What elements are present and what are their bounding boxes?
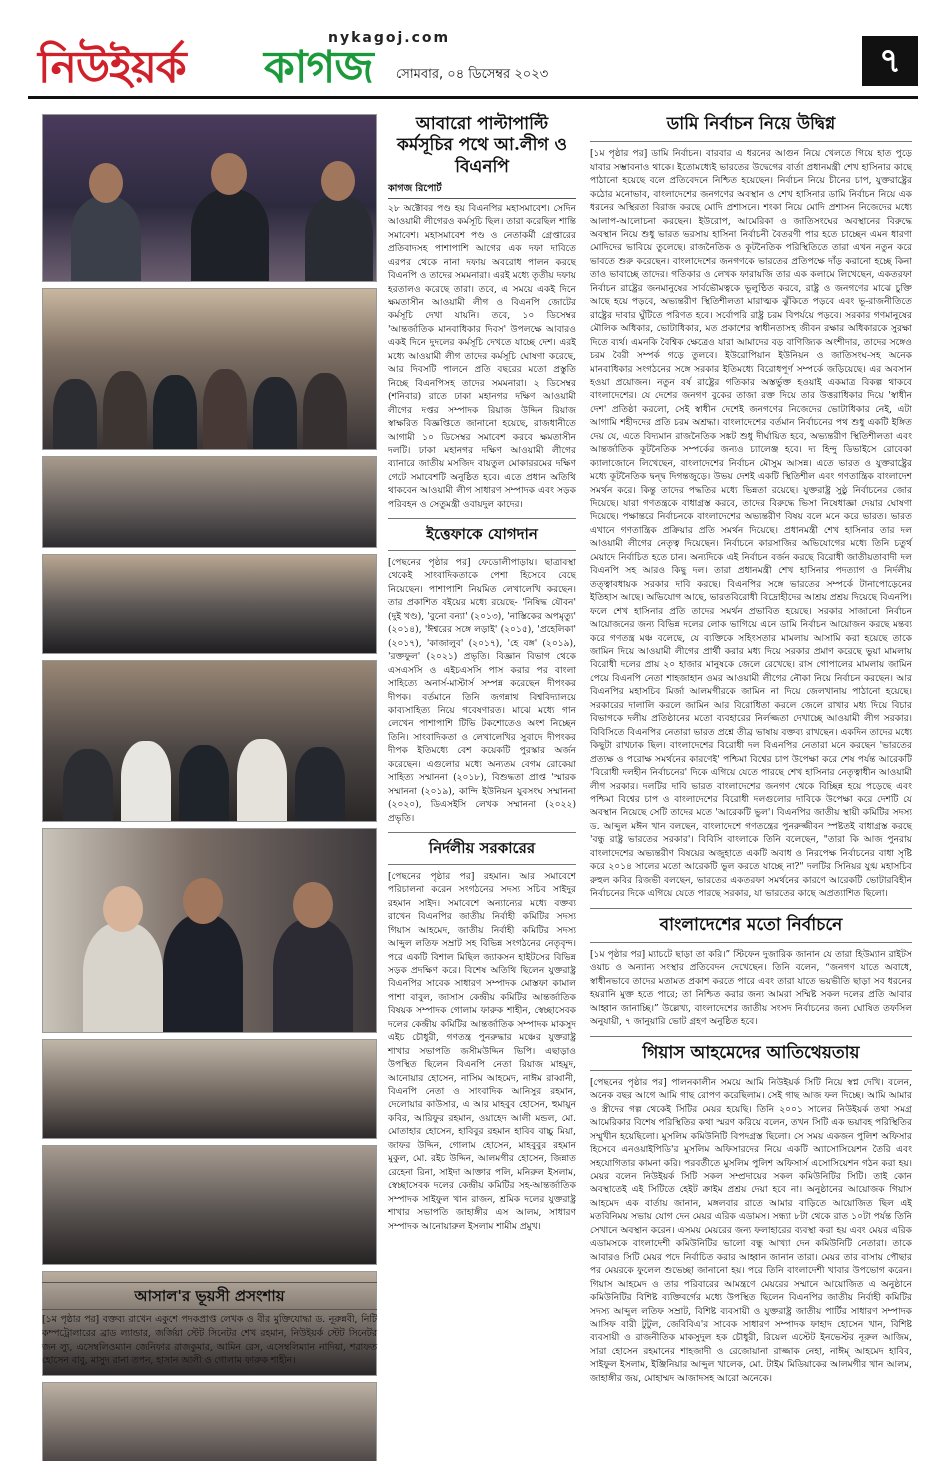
masthead [28, 28, 918, 93]
column-separator [590, 1036, 912, 1037]
group-photo-8 [42, 1382, 377, 1461]
headline-bangladesh-election: বাংলাদেশের মতো নির্বাচনে [659, 914, 843, 935]
article-body-bangladesh: [১ম পৃষ্ঠার পর] ম্যাচটে ছাড়া তা করি।” স্টিফেন দুজারিক জানান যে তারা হিউম্যান রাইটস ওয়াচ ও অন্যান্য সংস্থার প্রতিবেদন দেখেছেন। তিনি বলেন, “জনগণ যাতে অবাধে, স্বাধীনভাবে তাদের মতামত প্রকাশ করতে পারে এবং তারা যাতে ভয়ভীতি ছাড়া সব ধরনের হয়রানি মুক্ত হতে পারে; তা নিশ্চিত করার জন্য আমরা সম্মিষ্ট সকল দলের প্রতি আবার আহ্বান জানাচ্ছি।” উল্লেখ্য, বাংলাদেশের জাতীয় সংসদ নির্বাচনের জন্য ঘোষিত তফসিল অনুযায়ী, ৭ জানুয়ারি ভোট গ্রহণ অনুষ্ঠিত হবে। [590, 949, 912, 1028]
photo-figures [43, 722, 376, 821]
photo-figures [43, 178, 376, 281]
stage-speech-photo [42, 114, 377, 282]
logo-kagoj: কাগজ [264, 42, 373, 93]
column-separator [590, 908, 912, 909]
column-separator [388, 832, 576, 833]
mayor-handshake-photo [42, 828, 377, 1033]
article-body-nirdaliyo: [পেছনের পৃষ্ঠার পর] রহমান। আর সমাবেশে পরিচালনা করেন সংগঠনের সদস্য সচিব সাইদুর রহমান সাইদ। সমাবেশে অন্যান্যের মধ্যে বক্তব্য রাখেন বিএনপির জাতীয় নির্বাহী কমিটির সদস্য গিয়াস আহমেদ, জাতীয় নির্বাহী কমিটির সদস্য আব্দুল লতিফ সম্রাট সহ বিভিন্ন সংগঠনের নেতৃবৃন্দ। পরে একটি বিশাল মিছিল জ্যাকসন হাইটসের বিভিন্ন সড়ক প্রদক্ষিণ করে। বিশেষ অতিথি ছিলেন যুক্তরাষ্ট্র বিএনপির সাবেক সাধারণ সম্পাদক মোস্তফা কামাল পাশা বাবুল, জাসাস কেন্দ্রীয় কমিটির আন্তর্জাতিক বিষয়ক সম্পাদক গোলাম ফারুক শাহীন, স্বেচ্ছাসেবক দলের কেন্দ্রীয় কমিটির আন্তর্জাতিক সম্পাদক মাকসুদ এইচ চৌধুরী, গণতন্ত্র পুনরুদ্ধার মঞ্চের যুক্তরাষ্ট্র শাখার সভাপতি জসীমউদ্দিন ভিপি। এছাড়াও উপস্থিত ছিলেন বিএনপি নেতা রিয়াজ মাহমুদ, আনোয়ার হোসেন, নাসিম আহমেদ, নাঈম রাব্বানী, বিএনপি নেতা ও সাংবাদিক আনিসুর রহমান, দেলোয়ার কাউসার, এ আর মাহবুব হোসেন, হুমায়ুন কবির, আরিফুর রহমান, ওয়াহেদ আলী মন্ডল, মো. মোতাহার হোসেন, হাবিবুর রহমান হাবিব বাচ্চু মিয়া, জাফর উদ্দিন, গোলাম হোসেন, মাহবুবুর রহমান মুকুল, মো. রইচ উদ্দিন, আলমগীর হোসেন, জিন্নাত রেহেনা রিনা, সাইদা আক্তার পলি, মনিরুল ইসলাম, স্বেচ্ছাসেবক দলের কেন্দ্রীয় কমিটির সহ-আন্তর্জাতিক সম্পাদক সাইফুল খান রাজন, শ্রমিক দলের যুক্তরাষ্ট্র শাখার সভাপতি জাহাঙ্গীর এস আলম, সাধারণ সম্পাদক আনোয়ারুল ইসলাম শামীম প্রমুখ। [388, 871, 576, 1232]
page-number-badge: ৭ [862, 36, 918, 86]
article-body-ittefaq: [পেছনের পৃষ্ঠার পর] ফেডোলীপাড়ায়। ছাত্রাবস্থা থেকেই সাংবাদিকতাকে পেশা হিসেবে বেছে নিয়েছেন। পাশাপাশি নিয়মিত লেখালেখি করছেন। তার প্রকাশিত বইয়ের মধ্যে রয়েছে- 'নিষিদ্ধ যৌবন' (দুই খণ্ড), 'বুনো বন্যা' (২০১৩), 'নাস্তিকের অপমৃত্যু' (২০১৪), 'ঈশ্বরের সঙ্গে লড়াই' (২০১৫), 'প্রহেলিকা' (২০১৭), 'কাজালুব' (২০১৭), 'হে বঙ্গ' (২০১৯), 'রক্তফুল' (২০২১) প্রভৃতি। বিজ্ঞান বিভাগ থেকে এসএসসি ও এইচএসসি পাস করার পর বাংলা সাহিত্যে অনার্স-মাস্টার্স সম্পন্ন করেছেন দীপংকর দীপক। বর্তমানে তিনি জগন্নাথ বিশ্ববিদ্যালয়ে কাব্যসাহিত্য নিয়ে গবেষণারত। মাঝে মধ্যে গান লেখেন পাশাপাশি টিভি টকশোতেও অংশ নিচ্ছেন তিনি। সাংবাদিকতা ও লেখালেখির সুবাদে দীপংকর দীপক ইতিমধ্যে বেশ কয়েকটি পুরস্কার অর্জন করেছেন। এগুলোর মধ্যে অন্যতম বেগম রোকেয়া সাহিত্য সম্মাননা (২০১৮), বিশুদ্ধতা প্রাপ্ত 'স্মারক সম্মাননা (২০১৯), কান্দি ইউনিয়ন যুবসংঘ সম্মাননা (২০২০), ডিএসইসি লেখক সম্মাননা (২০২২) প্রভৃতি। [388, 557, 576, 824]
group-photo-3 [42, 554, 377, 654]
group-photo-5 [42, 1039, 377, 1139]
photo-figures [43, 906, 376, 1032]
group-photo-4 [42, 660, 377, 822]
headline-ittefaq: ইত্তেফাকে যোগদান [426, 525, 538, 544]
headline-giyas: গিয়াস আহমেদের আতিথেয়তায় [642, 1042, 860, 1063]
byline: কাগজ রিপোর্ট [388, 182, 576, 199]
issue-date: সোমবার, ০৪ ডিসেম্বর ২০২৩ [396, 67, 549, 82]
headline-awami-bnp: আবারো পাল্টাপাল্টি কর্মসূচির পথে আ.লীগ ও বিএনপি [396, 114, 568, 177]
headline-dummy-election: ডামি নির্বাচন নিয়ে উদ্বিগ্ন [666, 114, 836, 134]
group-photo-2 [42, 456, 377, 548]
group-photo-6 [42, 1145, 377, 1265]
middle-column [388, 114, 576, 1235]
right-column [590, 114, 912, 1387]
article-body-asal: [১ম পৃষ্ঠার পর] বক্তব্য রাখেন একুশে পদকপ্রাপ্ত লেখক ও বীর মুক্তিযোদ্ধা ড. নূরুন্নবী, নিটি কম্পট্রোলারের ব্রাড ল্যান্ডার, জর্জিয়া স্টেট সিনেটর শেখ রহমান, নিউইয়র্ক স্টেট সিনেটর জন ল্যু, এসেম্বলিওম্যান জেনিফার রাজকুমার, আমিন রেস, এসেম্বলিম্যান নাদিয়া, শরাফত হোসেন বাবু, মাসুদ রানা তপন, হাসান আলী ও গোলাম ফারুক শাহীন। [42, 1314, 377, 1367]
group-photo-1 [42, 288, 377, 450]
column-separator [590, 141, 912, 142]
article-body-awami: ২৮ অক্টোবর পণ্ড হয় বিএনপির মহাসমাবেশ। সেদিন আওয়ামী লীগেরও কর্মসূচি ছিল। তারা করেছিল শান্তি সমাবেশ। মহাসমাবেশ পণ্ড ও নেতাকর্মী গ্রেপ্তারের প্রতিবাদসহ পাশাপাশি আগের এক দফা দাবিতে এরপর থেকে নানা দফায় অবরোধ পালন করছে বিএনপি ও তাদের সমমনারা। এরই মধ্যে তৃতীয় দফায় হরতালও করেছে তারা। তবে, এ সময়ে একই দিনে ক্ষমতাসীন আওয়ামী লীগ ও বিএনপি জোটের কর্মসূচি দেখা যায়নি। তবে, ১০ ডিসেম্বর 'আন্তর্জাতিক মানবাধিকার দিবস' উপলক্ষে আবারও একই দিনে দুদলের কর্মসূচি দেখতে যাচ্ছে দেশ। এরই মধ্যে আওয়ামী লীগ তাদের কর্মসূচি ঘোষণা করেছে, আর দিবসটি পালনে প্রতি বছরের মতো প্রস্তুতি নিচ্ছে বিএনপিসহ তাদের সমমনারা। ২ ডিসেম্বর (শনিবার) রাতে ঢাকা মহানগর দক্ষিণ আওয়ামী লীগের দপ্তর সম্পাদক রিয়াজ উদ্দিন রিয়াজ স্বাক্ষরিত বিজ্ঞপ্তিতে জানানো হয়েছে, রাজধানীতে আগামী ১০ ডিসেম্বর সমাবেশ করবে ক্ষমতাসীন দলটি। ঢাকা মহানগর দক্ষিণ আওয়ামী লীগের ব্যানারে জাতীয় মসজিদ বায়তুল মোকাররমের দক্ষিণ গেটে সমাবেশটি অনুষ্ঠিত হবে। এতে প্রধান অতিথি থাকবেন আওয়ামী লীগ সাধারণ সম্পাদক এবং সড়ক পরিবহন ও সেতুমন্ত্রী ওবায়দুল কাদের। [388, 203, 576, 510]
column-separator [388, 864, 576, 865]
asal-article-box [42, 1282, 377, 1369]
column-separator [388, 550, 576, 551]
headline-nirdaliyo: নির্দলীয় সরকারের [428, 839, 536, 858]
headline-asal: আসাল'র ভূয়সী প্রসংশায় [42, 1282, 377, 1310]
column-separator [590, 942, 912, 943]
article-body-dummy: [১ম পৃষ্ঠার পর] ডামি নির্বাচন। বারবার এ ধরনের আগুন নিয়ে খেলতে গিয়ে হাত পুড়ে যাবার সম্ভাবনাও থাকে। ইতোমধ্যেই ভারতের উদ্বেগের বার্তা প্রধানমন্ত্রী শেখ হাসিনার কাছে পাঠানো হয়েছে বলে প্রতিবেদনে নিশ্চিত হয়েছেন। নির্বাচন নিয়ে চীনের চাপ, যুক্তরাষ্ট্রের কঠোর মনোভাব, বাংলাদেশের জনগণের অবস্থান ও শেখ হাসিনার ডামি নির্বাচন নিয়ে এক ধরনের অস্থিরতা বিরাজ করছে মোদি প্রশাসনে। শংকা নিয়ে মোদি প্রশাসন নিজেদের মধ্যে আলাপ-আলোচনা করছেন। ইউরোপ, আমেরিকা ও জাতিসংঘের অবস্থানের বিরুদ্ধে অবস্থান নিয়ে শুধু ভারত ভরসায় হাসিনা নির্বাচনী বৈতরণী পার হতে চাচ্ছেন এমন ধারণা মোদিদের ভাবিয়ে তুলেছে। রাজনৈতিক ও কূটনৈতিক পরিস্থিতিতে তারা এখন নতুন করে ভাবতে শুরু করেছেন। বাংলাদেশের জনগণকে ভারতের প্রতিপক্ষে দাঁড় করানো হচ্ছে কিনা তাও ভাবাচ্ছে তাদের। গতিকার ও লেখক ফারায়জি তার এক কলামে লিখেছেন, একতরফা নির্বাচন রাষ্ট্রের জনমানুষের সার্বভৌমত্বকে ভূলুণ্ঠিত করবে, রাষ্ট্র ও জনগণের মাঝে চুক্তি আছে হয়ে পড়বে, অভ্যন্তরীণ স্থিতিশীলতা মারাত্মক ঝুঁকিতে পড়বে এবং ভূ-রাজনীতিতে রাষ্ট্রের দাবার ঘুঁটিতে পরিণত হবে। সর্বোপরি রাষ্ট্র চরম বিপর্যয়ে পড়বে। সরকার গণমানুষের মৌলিক অধিকার, ভোটাধিকার, মত প্রকাশের স্বাধীনতাসহ জীবন রক্ষার অধিকারকে সুরক্ষা দিতে ব্যর্থ। এমনকি বৈশ্বিক ক্ষেত্রেও যারা আমাদের বড় বাণিজ্যিক অংশীদার, তাদের সঙ্গেও চরম বৈরী সম্পর্ক গড়ে তুলবে। ইউরোপিয়ান ইউনিয়ন ও জাতিসংঘ-সহ অনেক মানবাধিকার সংগঠনের সঙ্গে সরকার ইতিমধ্যে বিরোধপূর্ণ সম্পর্কে জড়িয়েছে। এর অবসান হওয়া প্রয়োজন। নতুন বর্ষ রাষ্ট্রের গতিকার অস্তর্ভুক্ত হওয়াই একমাত্র বিকল্প থাকবে বাংলাদেশের। যে দেশের জনগণ বুকের তাজা রক্ত দিয়ে তার উত্তরাধিকার দিয়ে 'স্বাধীন দেশ' প্রতিষ্ঠা করলো, সেই স্বাধীন দেশেই জনগণের নিজেদের ভোটাধিকার নেই, এটা আগামি শহীদদের প্রতি চরম অশ্রদ্ধা। বাংলাদেশের বর্তমান নির্বাচনের পথ শুধু একটি ইঙ্গিত দেয় যে, এতে বিদ্যমান রাজনৈতিক সঙ্কট শুধু দীর্ঘায়িত হবে, অভ্যন্তরীণ স্থিতিশীলতা এবং আন্তর্জাতিক কূটনৈতিক সম্পর্কের জন্যও চ্যালেঞ্জ হবে। দ্য হিন্দু ডিভাইসে রোবেকা ক্যালাজোনে লিখেছেন, বাংলাদেশের নির্বাচন মৌসুম আসন্ন। এতে ভারত ও যুক্তরাষ্ট্রের মধ্যে কূটনৈতিক দ্বন্দ্ব দিগন্তজুড়ে। উভয় দেশই একটি স্থিতিশীল এবং গণতান্ত্রিক বাংলাদেশ সমর্থন করে। কিন্তু তাদের পদ্ধতির মধ্যে ভিন্নতা রয়েছে। যুক্তরাষ্ট্র সুষ্ঠু নির্বাচনের জোর দিয়েছে। যারা গণতন্ত্রকে বাধাগ্রস্ত করবে, তাদের বিরুদ্ধে ভিসা নিষেধাজ্ঞা দেয়ার ঘোষণা দিয়েছে। পক্ষান্তরে নির্বাচনকে বাংলাদেশের অভ্যন্তরীণ বিষয় বলে মনে করে ভারত। ভারত এখানে গণতান্ত্রিক প্রক্রিয়ার প্রতি সমর্থন দিয়েছে। প্রধানমন্ত্রী শেখ হাসিনার তার দল আওয়ামী লীগের নেতৃত্ব দিয়েছেন। নির্বাচনে কারসাজির অভিযোগের মধ্যে তিনি চতুর্থ মেয়াদে নির্বাচিত হতে চান। অন্যদিকে এই নির্বাচন বর্জন করছে বিরোধী জাতীয়তাবাদী দল বিএনপি সহ আরও কিছু দল। তারা প্রধানমন্ত্রী শেখ হাসিনার পদত্যাগ ও নির্দলীয় তত্ত্বাবধায়ক সরকার দাবি করছে। বিএনপির সঙ্গে ভারতের সম্পর্কে টানাপোড়েনের ইতিহাস আছে। অভিযোগ আছে, ভারতবিরোধী বিদ্রোহীদের আশ্রয় প্রশ্রয় দিয়েছে বিএনপি। ফলে শেখ হাসিনার প্রতি তাদের সমর্থন প্রভাবিত হয়েছে। সরকার সাজানো নির্বাচন আয়োজনের জন্য বিভিন্ন দলের লোক ভাগিয়ে এনে ডামি নির্বাচন আয়োজন করছে মন্তব্য করে গণতন্ত্র মঞ্চ বলেছে, যে ব্যক্তিকে সহিংসতার মামলায় আসামি করা হয়েছে তাকে জামিন দিয়ে আওয়ামী লীগের প্রার্থী করার মধ্য দিয়ে সরকার প্রমাণ করেছে ভুয়া মামলায় বিরোধী দলের প্রায় ২০ হাজার মানুষকে জেলে রেখেছে। রাস গোপালের মামলায় জামিন পেয়ে বিএনপি নেতা শাহজাহান ওমর আওয়ামী লীগের নৌকা নিয়ে নির্বাচন করছেন। আর বিএনপির মহাসচিব মির্জা আলমগীরকে জামিন না দিয়ে জেলখানায় পাঠানো হয়েছে। সরকারের দালালি করলে জামিন আর বিরোধিতা করলে জেলে রাখার মধ্য দিয়ে বিচার বিভাগকে দলীয় প্রতিষ্ঠানের মতো ব্যবহারের নির্লজ্জতা দেখাচ্ছে আওয়ামী লীগ সরকার। বিবিসিতে বিএনপির নেতারা ভারত প্রশ্নে তীব্র ভাষায় বক্তব্য রাখছেন। একদিন তাদের মধ্যে কিছুটা রাখঢাক ছিল। বাংলাদেশের বিরোধী দল বিএনপির নেতারা মনে করছেন 'ভারতের প্রত্যক্ষ ও পরোক্ষ সমর্থনের কারণেই' পশ্চিমা বিশ্বের চাপ উপেক্ষা করে শেষ পর্যন্ত আরেকটি 'বিরোধী দলহীন নির্বাচনের' দিকে এগিয়ে যেতে পারছে শেখ হাসিনার নেতৃত্বাধীন আওয়ামী লীগ সরকার। দলটির দাবি ভারত বাংলাদেশের জনগণ থেকে বিচ্ছিন্ন হয়ে পড়েছে এবং পশ্চিমা বিশ্বের চাপ ও বাংলাদেশের বিরোধী দলগুলোর দাবিকে উপেক্ষা করে দেশটি যে অবস্থান নিয়েছে সেটি তাদের মতে 'আরেকটি ভুল'। বিএনপির জাতীয় স্থায়ী কমিটির সদস্য ড. আব্দুল মঈন খান বলছেন, বাংলাদেশে গণতন্ত্রের পুনরুজ্জীবন স্পষ্টতই বাধাগ্রস্ত করছে 'বন্ধু রাষ্ট্র ভারতের সরকার'। বিবিসি বাংলাকে তিনি বলেছেন, "তারা কি আজ পুনরায় বাংলাদেশের অভ্যন্তরীণ বিষয়ের অজুহাতে একটি অবাধ ও নিরপেক্ষ নির্বাচনের বাধা সৃষ্টি করে ২০১৪ সালের মতো আরেকটি ভুল করতে যাচ্ছে না?" দলটির সিনিয়র যুগ্ম মহাসচিব রুহুল কবির রিজভী বলছেন, ভারতের একতরফা সমর্থনের কারণে আরেকটি ভোটারবিহীন নির্বাচনের দিকে এগিয়ে যেতে পারছে সরকার, যা ভারতের কাছে অপ্রত্যাশিত ছিলো। [590, 149, 913, 900]
photo-figures [43, 350, 376, 449]
site-url: nykagoj.com [328, 30, 451, 46]
article-body-giyas: [পেছনের পৃষ্ঠার পর] পালনকালীন সময়ে আমি নিউইয়র্ক সিটি নিয়ে স্বপ্ন দেখি। বলেন, অনেক বছর আগে আমি গাছ রোপণ করেছিলাম। সেই গাছ আজ ফল দিচ্ছে। আমি আমার ও স্ত্রীদের গল্প থেকেই সিটির মেয়র হয়েছি। তিনি ২০০১ সালের নিউইয়র্ক তথা সমগ্র আমেরিকার বিশেষ পরিস্থিতির কথা স্মরণ করিয়ে বলেন, তখন সিটি এক ভয়াবহ পরিস্থিতির সম্মুখীন হয়েছিলো। মুসলিম কমিউনিটি বিপদগ্রস্ত ছিলো। সে সময় একজন পুলিশ অফিসার হিসেবে এনওয়াইপিডি'র মুসলিম অফিসারদের নিয়ে একটি অ্যাসোসিয়েশন তৈরি এবং সহযোগিতার কামনা করি। পরবর্তীতে মুসলিম পুলিশ অফিসার্স এসোসিয়েশন গঠন করা হয়। মেয়র বলেন নিউইয়র্ক সিটি সকল সম্প্রদায়ের সকল কমিউনিটির সিটি। তাই কোন অবস্থাতেই এই সিটিতে হেইট ক্রাইম প্রশ্রয় দেয়া হবে না। অনুষ্ঠানের আয়োজক গিয়াস আহমেদ এক বার্তায় জানান, মঙ্গলবার রাতে আমার বাড়িতে আয়োজিত ছিল এই মতবিনিময় সভায় যোগ দেন মেয়র এরিক এডামস। সন্ধ্যা ৮টা থেকে রাত ১০টা পর্যন্ত তিনি সেখানে অবস্থান করেন। এসময় মেয়রের জন্য ফলাহারের ব্যবস্থা করা হয় এবং মেয়র এরিক এডামসকে বাংলাদেশী কমিউনিটির ভালো বন্ধু আখ্যা দেন কমিউনিটি নেতারা। তাকে আবারও সিটি মেয়র পদে নির্বাচিত করার আহ্বান জানান তারা। মেয়র তার বাসায় পৌছার পর মেয়রকে ফুলেল শুভেচ্ছা জানানো হয়। পরে তিনি বাংলাদেশী খাবার উপভোগ করেন। গিয়াস আহমেদ ও তার পরিবারের আমন্ত্রণে মেয়রের সম্মানে আয়োজিত এ অনুষ্ঠানে কমিউনিটির বিশিষ্ট ব্যক্তিবর্গের মধ্যে উপস্থিত ছিলেন বিএনপির জাতীয় নির্বাহী কমিটির সদস্য আব্দুল লতিফ সম্রাট, বিশিষ্ট ব্যবসায়ী ও যুক্তরাষ্ট্র জাতীয় পার্টির সাধারণ সম্পাদক আসিফ বারী টুটুল, জেবিবিএ'র সাবেক সাধারণ সম্পাদক ফাহাদ হোসেন খান, বিশিষ্ট ব্যবসায়ী ও রাজনীতিক মাকসুদুল হক চৌধুরী, রিয়েল এস্টেট ইনভেস্টর নূরুল আজিম, সারা হোসেন রহমানের শাহজাদী ও রেজোয়ানা রাজ্জাক নেহা, নাঈম্ আহমেদ হাবিব, সাইফুল ইসলাম, ইঞ্জিনিয়ার আব্দুল খালেক, মো. টাইম মিডিয়াকের আলমগীর খান আলম, জাহাঙ্গীর জয়, মোহাম্মদ আজাদসহ আরো অনেকে। [590, 1077, 912, 1384]
column-separator [590, 1070, 912, 1071]
column-separator [388, 518, 576, 519]
photo-column [42, 114, 377, 1461]
masthead-rule [28, 96, 918, 99]
logo-newyork: নিউইয়র্ক [38, 42, 186, 93]
